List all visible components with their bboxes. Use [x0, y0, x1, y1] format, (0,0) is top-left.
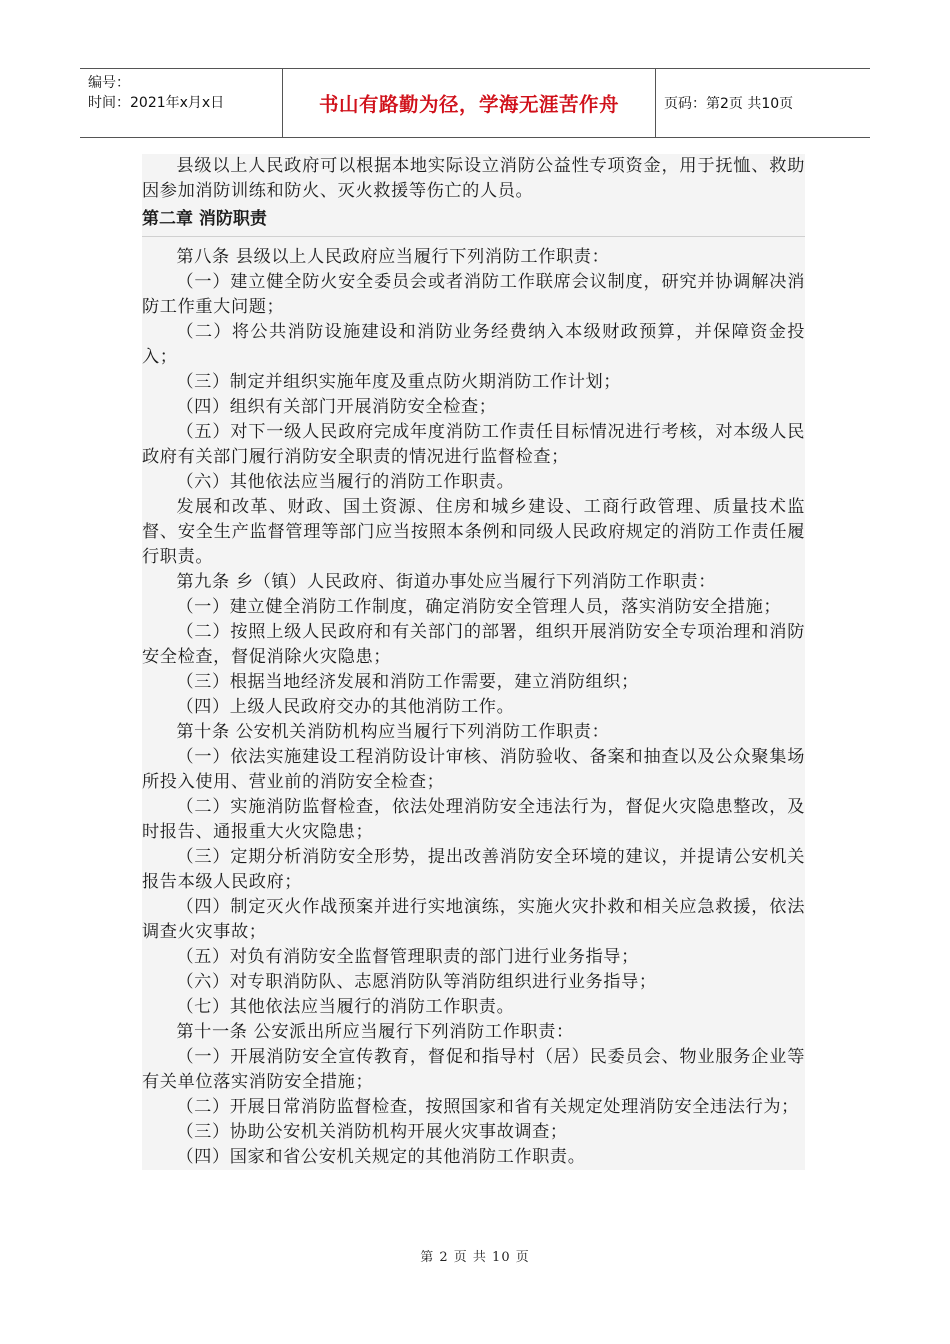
article-paragraph: （一）建立健全防火安全委员会或者消防工作联席会议制度，研究并协调解决消防工作重大问题； — [142, 272, 805, 317]
article-paragraph: （三）定期分析消防安全形势，提出改善消防安全环境的建议，并提请公安机关报告本级人民政府； — [142, 847, 805, 892]
document-body — [142, 154, 805, 1170]
page-header — [80, 68, 870, 138]
article-paragraph: （四）组织有关部门开展消防安全检查； — [176, 397, 497, 417]
article-paragraph: 第八条 县级以上人民政府应当履行下列消防工作职责： — [176, 247, 610, 267]
article-paragraph: （六）对专职消防队、志愿消防队等消防组织进行业务指导； — [176, 972, 657, 992]
article-paragraph: （三）协助公安机关消防机构开展火灾事故调查； — [176, 1122, 568, 1142]
article-paragraph: （二）将公共消防设施建设和消防业务经费纳入本级财政预算，并保障资金投入； — [142, 322, 805, 367]
article-paragraph: 第十一条 公安派出所应当履行下列消防工作职责： — [176, 1022, 574, 1042]
article-paragraph: （二）按照上级人民政府和有关部门的部署，组织开展消防安全专项治理和消防安全检查，督促消除火灾隐患； — [142, 622, 805, 667]
page-footer: 第 2 页 共 10 页 — [420, 1250, 530, 1265]
article-paragraph: （七）其他依法应当履行的消防工作职责。 — [176, 997, 515, 1017]
article-paragraph: （一）建立健全消防工作制度，确定消防安全管理人员，落实消防安全措施； — [176, 597, 782, 617]
article-paragraph: （五）对下一级人民政府完成年度消防工作责任目标情况进行考核，对本级人民政府有关部门履行消防安全职责的情况进行监督检查； — [142, 422, 805, 467]
header-motto: 书山有路勤为径，学海无涯苦作舟 — [282, 69, 656, 137]
article-paragraph: （四）制定灭火作战预案并进行实地演练，实施火灾扑救和相关应急救援，依法调查火灾事故； — [142, 897, 805, 942]
article-paragraph: 发展和改革、财政、国土资源、住房和城乡建设、工商行政管理、质量技术监督、安全生产监督管理等部门应当按照本条例和同级人民政府规定的消防工作责任履行职责。 — [142, 497, 805, 567]
article-paragraph: （一）开展消防安全宣传教育，督促和指导村（居）民委员会、物业服务企业等有关单位落实消防安全措施； — [142, 1047, 805, 1092]
article-paragraph: （四）上级人民政府交办的其他消防工作。 — [176, 697, 515, 717]
article-paragraph: （五）对负有消防安全监督管理职责的部门进行业务指导； — [176, 947, 639, 967]
article-paragraph: （三）制定并组织实施年度及重点防火期消防工作计划； — [176, 372, 622, 392]
article-paragraph: （二）开展日常消防监督检查，按照国家和省有关规定处理消防安全违法行为； — [176, 1097, 799, 1117]
document-time-label: 时间：2021年x月x日 — [88, 95, 225, 111]
article-paragraph: 第九条 乡（镇）人民政府、街道办事处应当履行下列消防工作职责： — [176, 572, 717, 592]
article-paragraph: （六）其他依法应当履行的消防工作职责。 — [176, 472, 515, 492]
intro-paragraph: 县级以上人民政府可以根据本地实际设立消防公益性专项资金，用于抚恤、救助因参加消防训练和防火、灭火救援等伤亡的人员。 — [142, 156, 805, 201]
chapter-title: 第二章 消防职责 — [142, 204, 805, 237]
document-number-label: 编号： — [88, 75, 130, 91]
article-list — [142, 245, 805, 1170]
article-paragraph: （二）实施消防监督检查，依法处理消防安全违法行为，督促火灾隐患整改，及时报告、通报重大火灾隐患； — [142, 797, 805, 842]
article-paragraph: （四）国家和省公安机关规定的其他消防工作职责。 — [176, 1147, 586, 1167]
article-paragraph: （三）根据当地经济发展和消防工作需要，建立消防组织； — [176, 672, 639, 692]
article-paragraph: 第十条 公安机关消防机构应当履行下列消防工作职责： — [176, 722, 610, 742]
article-paragraph: （一）依法实施建设工程消防设计审核、消防验收、备案和抽查以及公众聚集场所投入使用、营业前的消防安全检查； — [142, 747, 805, 792]
header-page-info: 页码：第2页 共10页 — [664, 96, 794, 112]
header-meta — [80, 69, 282, 137]
